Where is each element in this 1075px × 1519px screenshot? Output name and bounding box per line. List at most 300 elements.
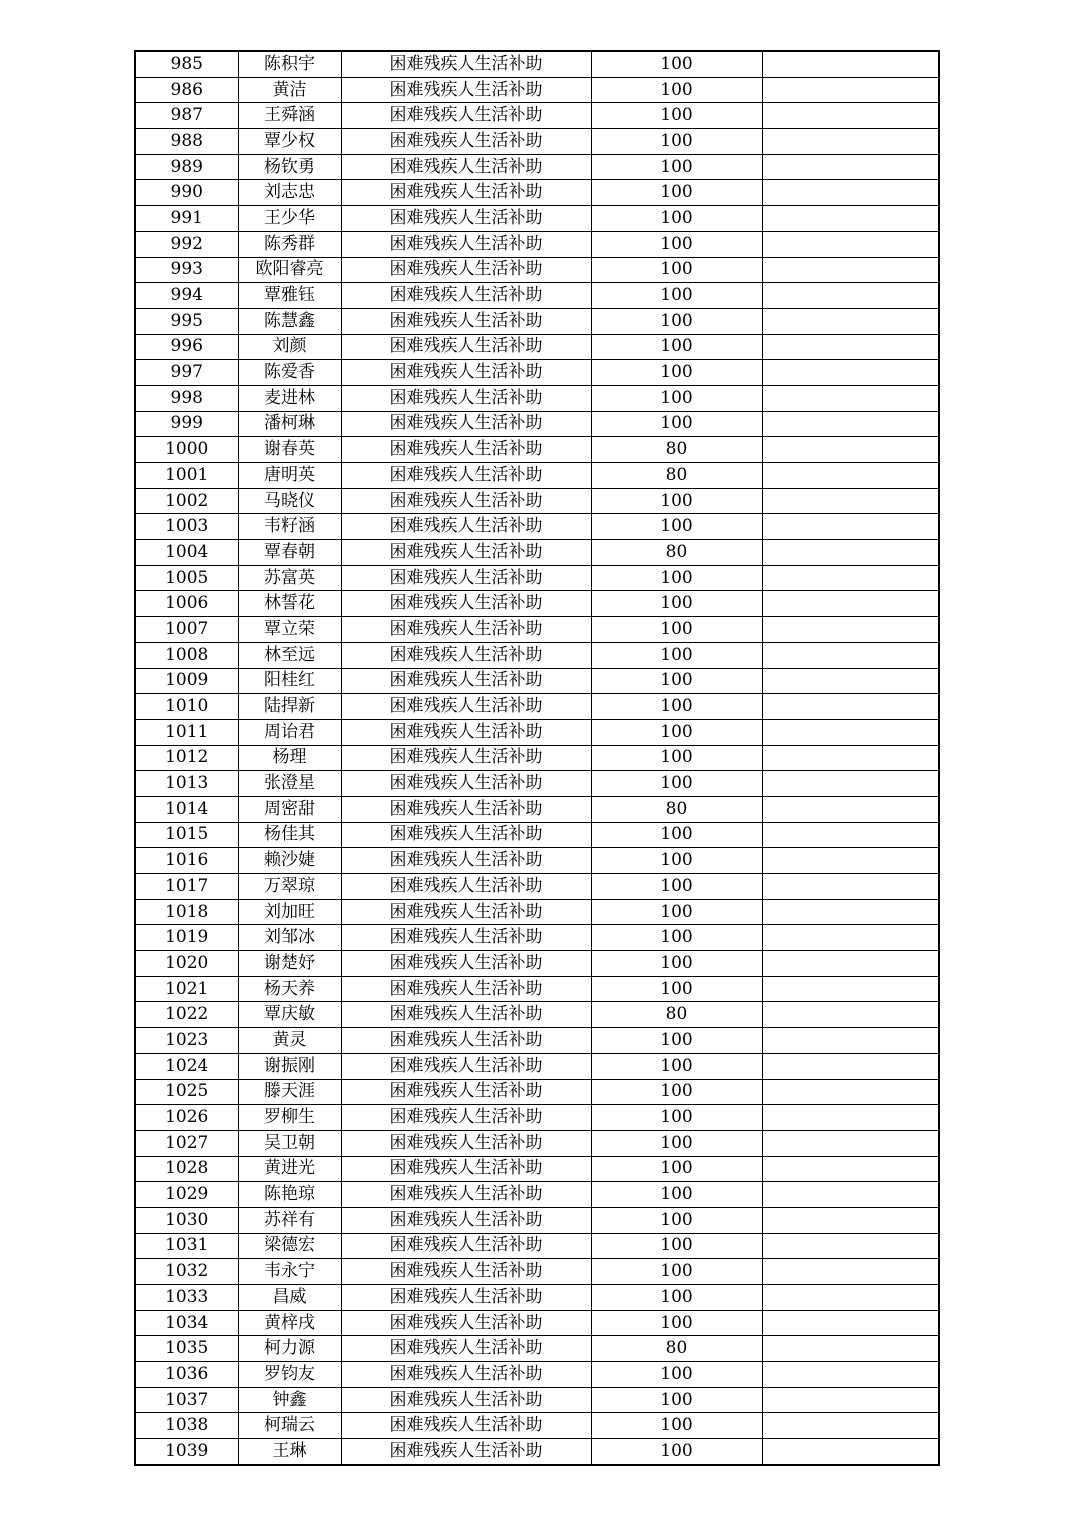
name-cell: 赖沙婕: [238, 848, 341, 874]
amount-cell: 100: [591, 103, 762, 129]
amount-cell: 100: [591, 180, 762, 206]
row-number-cell: 1027: [135, 1130, 238, 1156]
amount-cell: 100: [591, 231, 762, 257]
note-cell: [762, 360, 939, 386]
subsidy-type-cell: 困难残疾人生活补助: [341, 565, 591, 591]
table-row: [135, 1079, 939, 1105]
table-row: [135, 154, 939, 180]
table-row: [135, 642, 939, 668]
note-cell: [762, 231, 939, 257]
amount-cell: 100: [591, 154, 762, 180]
table-row: [135, 1310, 939, 1336]
row-number-cell: 998: [135, 385, 238, 411]
subsidy-type-cell: 困难残疾人生活补助: [341, 1156, 591, 1182]
row-number-cell: 1008: [135, 642, 238, 668]
name-cell: 欧阳睿亮: [238, 257, 341, 283]
name-cell: 黄梓戌: [238, 1310, 341, 1336]
name-cell: 覃雅钰: [238, 283, 341, 309]
note-cell: [762, 1285, 939, 1311]
amount-cell: 100: [591, 1362, 762, 1388]
note-cell: [762, 771, 939, 797]
subsidy-type-cell: 困难残疾人生活补助: [341, 1387, 591, 1413]
subsidy-type-cell: 困难残疾人生活补助: [341, 283, 591, 309]
name-cell: 杨钦勇: [238, 154, 341, 180]
amount-cell: 100: [591, 925, 762, 951]
note-cell: [762, 925, 939, 951]
subsidy-type-cell: 困难残疾人生活补助: [341, 694, 591, 720]
note-cell: [762, 103, 939, 129]
note-cell: [762, 1079, 939, 1105]
name-cell: 苏富英: [238, 565, 341, 591]
row-number-cell: 1007: [135, 617, 238, 643]
row-number-cell: 992: [135, 231, 238, 257]
table-row: [135, 1156, 939, 1182]
name-cell: 黄灵: [238, 1028, 341, 1054]
table-row: [135, 180, 939, 206]
amount-cell: 100: [591, 1182, 762, 1208]
amount-cell: 100: [591, 514, 762, 540]
subsidy-table-sheet: [134, 50, 940, 1466]
subsidy-table: [134, 50, 940, 1466]
amount-cell: 100: [591, 771, 762, 797]
name-cell: 滕天涯: [238, 1079, 341, 1105]
note-cell: [762, 51, 939, 77]
name-cell: 周密甜: [238, 796, 341, 822]
name-cell: 唐明英: [238, 463, 341, 489]
row-number-cell: 1039: [135, 1439, 238, 1465]
subsidy-type-cell: 困难残疾人生活补助: [341, 1002, 591, 1028]
note-cell: [762, 1387, 939, 1413]
subsidy-type-cell: 困难残疾人生活补助: [341, 668, 591, 694]
table-row: [135, 1182, 939, 1208]
table-row: [135, 565, 939, 591]
row-number-cell: 1016: [135, 848, 238, 874]
subsidy-type-cell: 困难残疾人生活补助: [341, 257, 591, 283]
name-cell: 黄进光: [238, 1156, 341, 1182]
subsidy-type-cell: 困难残疾人生活补助: [341, 822, 591, 848]
name-cell: 钟鑫: [238, 1387, 341, 1413]
note-cell: [762, 437, 939, 463]
table-row: [135, 668, 939, 694]
subsidy-type-cell: 困难残疾人生活补助: [341, 1207, 591, 1233]
name-cell: 谢春英: [238, 437, 341, 463]
table-row: [135, 437, 939, 463]
table-row: [135, 488, 939, 514]
amount-cell: 100: [591, 308, 762, 334]
table-row: [135, 283, 939, 309]
row-number-cell: 1000: [135, 437, 238, 463]
note-cell: [762, 1156, 939, 1182]
table-row: [135, 129, 939, 155]
note-cell: [762, 488, 939, 514]
note-cell: [762, 308, 939, 334]
amount-cell: 100: [591, 874, 762, 900]
note-cell: [762, 1413, 939, 1439]
amount-cell: 100: [591, 283, 762, 309]
amount-cell: 100: [591, 848, 762, 874]
table-row: [135, 308, 939, 334]
amount-cell: 100: [591, 1130, 762, 1156]
note-cell: [762, 514, 939, 540]
name-cell: 林至远: [238, 642, 341, 668]
amount-cell: 100: [591, 360, 762, 386]
subsidy-type-cell: 困难残疾人生活补助: [341, 77, 591, 103]
subsidy-type-cell: 困难残疾人生活补助: [341, 1259, 591, 1285]
note-cell: [762, 334, 939, 360]
note-cell: [762, 1336, 939, 1362]
table-row: [135, 540, 939, 566]
amount-cell: 100: [591, 1259, 762, 1285]
note-cell: [762, 1439, 939, 1465]
name-cell: 陈秀群: [238, 231, 341, 257]
amount-cell: 100: [591, 1413, 762, 1439]
amount-cell: 100: [591, 257, 762, 283]
table-row: [135, 771, 939, 797]
row-number-cell: 988: [135, 129, 238, 155]
amount-cell: 100: [591, 51, 762, 77]
amount-cell: 80: [591, 463, 762, 489]
subsidy-type-cell: 困难残疾人生活补助: [341, 951, 591, 977]
subsidy-type-cell: 困难残疾人生活补助: [341, 1079, 591, 1105]
subsidy-type-cell: 困难残疾人生活补助: [341, 771, 591, 797]
row-number-cell: 1029: [135, 1182, 238, 1208]
note-cell: [762, 848, 939, 874]
row-number-cell: 1013: [135, 771, 238, 797]
table-row: [135, 848, 939, 874]
table-row: [135, 976, 939, 1002]
amount-cell: 80: [591, 540, 762, 566]
note-cell: [762, 1182, 939, 1208]
note-cell: [762, 1310, 939, 1336]
row-number-cell: 996: [135, 334, 238, 360]
table-row: [135, 514, 939, 540]
table-row: [135, 617, 939, 643]
amount-cell: 100: [591, 642, 762, 668]
row-number-cell: 993: [135, 257, 238, 283]
row-number-cell: 1022: [135, 1002, 238, 1028]
name-cell: 王少华: [238, 206, 341, 232]
row-number-cell: 1026: [135, 1105, 238, 1131]
name-cell: 陈慧鑫: [238, 308, 341, 334]
table-row: [135, 1387, 939, 1413]
name-cell: 马晓仪: [238, 488, 341, 514]
row-number-cell: 989: [135, 154, 238, 180]
table-row: [135, 360, 939, 386]
subsidy-type-cell: 困难残疾人生活补助: [341, 360, 591, 386]
name-cell: 陆捍新: [238, 694, 341, 720]
table-row: [135, 796, 939, 822]
name-cell: 谢楚妤: [238, 951, 341, 977]
row-number-cell: 999: [135, 411, 238, 437]
name-cell: 陈爱香: [238, 360, 341, 386]
subsidy-type-cell: 困难残疾人生活补助: [341, 1285, 591, 1311]
amount-cell: 100: [591, 694, 762, 720]
amount-cell: 100: [591, 951, 762, 977]
subsidy-type-cell: 困难残疾人生活补助: [341, 642, 591, 668]
subsidy-type-cell: 困难残疾人生活补助: [341, 1233, 591, 1259]
note-cell: [762, 1028, 939, 1054]
subsidy-type-cell: 困难残疾人生活补助: [341, 976, 591, 1002]
amount-cell: 100: [591, 1156, 762, 1182]
subsidy-type-cell: 困难残疾人生活补助: [341, 231, 591, 257]
name-cell: 吴卫朝: [238, 1130, 341, 1156]
note-cell: [762, 591, 939, 617]
amount-cell: 100: [591, 411, 762, 437]
name-cell: 麦进林: [238, 385, 341, 411]
row-number-cell: 1028: [135, 1156, 238, 1182]
subsidy-type-cell: 困难残疾人生活补助: [341, 514, 591, 540]
table-row: [135, 257, 939, 283]
note-cell: [762, 1105, 939, 1131]
subsidy-type-cell: 困难残疾人生活补助: [341, 154, 591, 180]
note-cell: [762, 565, 939, 591]
row-number-cell: 1003: [135, 514, 238, 540]
amount-cell: 100: [591, 1439, 762, 1465]
subsidy-type-cell: 困难残疾人生活补助: [341, 1439, 591, 1465]
subsidy-type-cell: 困难残疾人生活补助: [341, 874, 591, 900]
name-cell: 覃少权: [238, 129, 341, 155]
table-row: [135, 745, 939, 771]
table-row: [135, 1028, 939, 1054]
note-cell: [762, 1053, 939, 1079]
row-number-cell: 986: [135, 77, 238, 103]
subsidy-type-cell: 困难残疾人生活补助: [341, 385, 591, 411]
amount-cell: 80: [591, 796, 762, 822]
name-cell: 阳桂红: [238, 668, 341, 694]
amount-cell: 100: [591, 1387, 762, 1413]
subsidy-type-cell: 困难残疾人生活补助: [341, 540, 591, 566]
name-cell: 张澄星: [238, 771, 341, 797]
note-cell: [762, 719, 939, 745]
table-row: [135, 1002, 939, 1028]
amount-cell: 100: [591, 617, 762, 643]
row-number-cell: 997: [135, 360, 238, 386]
table-row: [135, 463, 939, 489]
amount-cell: 100: [591, 1207, 762, 1233]
table-row: [135, 1285, 939, 1311]
name-cell: 覃庆敏: [238, 1002, 341, 1028]
subsidy-type-cell: 困难残疾人生活补助: [341, 1182, 591, 1208]
table-row: [135, 231, 939, 257]
subsidy-type-cell: 困难残疾人生活补助: [341, 925, 591, 951]
note-cell: [762, 129, 939, 155]
amount-cell: 100: [591, 334, 762, 360]
table-row: [135, 719, 939, 745]
row-number-cell: 1019: [135, 925, 238, 951]
table-row: [135, 206, 939, 232]
name-cell: 万翠琼: [238, 874, 341, 900]
note-cell: [762, 642, 939, 668]
name-cell: 刘加旺: [238, 899, 341, 925]
amount-cell: 100: [591, 719, 762, 745]
row-number-cell: 1018: [135, 899, 238, 925]
name-cell: 刘志忠: [238, 180, 341, 206]
table-row: [135, 951, 939, 977]
subsidy-type-cell: 困难残疾人生活补助: [341, 1362, 591, 1388]
name-cell: 苏祥有: [238, 1207, 341, 1233]
row-number-cell: 1034: [135, 1310, 238, 1336]
subsidy-type-cell: 困难残疾人生活补助: [341, 411, 591, 437]
subsidy-type-cell: 困难残疾人生活补助: [341, 180, 591, 206]
table-row: [135, 334, 939, 360]
table-row: [135, 899, 939, 925]
row-number-cell: 1014: [135, 796, 238, 822]
subsidy-type-cell: 困难残疾人生活补助: [341, 308, 591, 334]
note-cell: [762, 1002, 939, 1028]
table-row: [135, 1105, 939, 1131]
subsidy-type-cell: 困难残疾人生活补助: [341, 719, 591, 745]
note-cell: [762, 463, 939, 489]
row-number-cell: 1020: [135, 951, 238, 977]
name-cell: 杨佳其: [238, 822, 341, 848]
name-cell: 黄洁: [238, 77, 341, 103]
row-number-cell: 991: [135, 206, 238, 232]
name-cell: 韦永宁: [238, 1259, 341, 1285]
row-number-cell: 1030: [135, 1207, 238, 1233]
table-row: [135, 1233, 939, 1259]
note-cell: [762, 206, 939, 232]
table-row: [135, 77, 939, 103]
amount-cell: 100: [591, 822, 762, 848]
subsidy-type-cell: 困难残疾人生活补助: [341, 463, 591, 489]
row-number-cell: 1021: [135, 976, 238, 1002]
note-cell: [762, 899, 939, 925]
table-row: [135, 694, 939, 720]
amount-cell: 100: [591, 1105, 762, 1131]
amount-cell: 100: [591, 77, 762, 103]
subsidy-type-cell: 困难残疾人生活补助: [341, 1336, 591, 1362]
row-number-cell: 1005: [135, 565, 238, 591]
amount-cell: 100: [591, 1028, 762, 1054]
name-cell: 潘柯琳: [238, 411, 341, 437]
note-cell: [762, 668, 939, 694]
subsidy-type-cell: 困难残疾人生活补助: [341, 1310, 591, 1336]
name-cell: 梁德宏: [238, 1233, 341, 1259]
note-cell: [762, 1207, 939, 1233]
amount-cell: 100: [591, 565, 762, 591]
subsidy-type-cell: 困难残疾人生活补助: [341, 591, 591, 617]
note-cell: [762, 283, 939, 309]
note-cell: [762, 257, 939, 283]
subsidy-type-cell: 困难残疾人生活补助: [341, 129, 591, 155]
row-number-cell: 1038: [135, 1413, 238, 1439]
note-cell: [762, 874, 939, 900]
table-row: [135, 1413, 939, 1439]
amount-cell: 100: [591, 1285, 762, 1311]
table-row: [135, 385, 939, 411]
table-row: [135, 1259, 939, 1285]
name-cell: 陈艳琼: [238, 1182, 341, 1208]
name-cell: 杨理: [238, 745, 341, 771]
row-number-cell: 987: [135, 103, 238, 129]
amount-cell: 100: [591, 899, 762, 925]
name-cell: 刘颜: [238, 334, 341, 360]
table-row: [135, 51, 939, 77]
table-row: [135, 925, 939, 951]
note-cell: [762, 796, 939, 822]
amount-cell: 100: [591, 385, 762, 411]
subsidy-type-cell: 困难残疾人生活补助: [341, 334, 591, 360]
amount-cell: 100: [591, 206, 762, 232]
note-cell: [762, 745, 939, 771]
name-cell: 刘邹冰: [238, 925, 341, 951]
row-number-cell: 990: [135, 180, 238, 206]
row-number-cell: 1035: [135, 1336, 238, 1362]
table-row: [135, 1053, 939, 1079]
note-cell: [762, 1233, 939, 1259]
name-cell: 王琳: [238, 1439, 341, 1465]
amount-cell: 80: [591, 1336, 762, 1362]
note-cell: [762, 540, 939, 566]
subsidy-type-cell: 困难残疾人生活补助: [341, 1413, 591, 1439]
amount-cell: 100: [591, 1079, 762, 1105]
row-number-cell: 1031: [135, 1233, 238, 1259]
row-number-cell: 1023: [135, 1028, 238, 1054]
note-cell: [762, 1130, 939, 1156]
subsidy-type-cell: 困难残疾人生活补助: [341, 1053, 591, 1079]
row-number-cell: 985: [135, 51, 238, 77]
row-number-cell: 1009: [135, 668, 238, 694]
table-row: [135, 103, 939, 129]
amount-cell: 80: [591, 437, 762, 463]
note-cell: [762, 154, 939, 180]
amount-cell: 100: [591, 488, 762, 514]
row-number-cell: 1004: [135, 540, 238, 566]
row-number-cell: 1025: [135, 1079, 238, 1105]
note-cell: [762, 694, 939, 720]
subsidy-type-cell: 困难残疾人生活补助: [341, 1028, 591, 1054]
table-row: [135, 1207, 939, 1233]
row-number-cell: 995: [135, 308, 238, 334]
row-number-cell: 1010: [135, 694, 238, 720]
note-cell: [762, 411, 939, 437]
row-number-cell: 1015: [135, 822, 238, 848]
row-number-cell: 1011: [135, 719, 238, 745]
table-row: [135, 1439, 939, 1465]
row-number-cell: 1002: [135, 488, 238, 514]
subsidy-type-cell: 困难残疾人生活补助: [341, 103, 591, 129]
name-cell: 周诒君: [238, 719, 341, 745]
name-cell: 覃春朝: [238, 540, 341, 566]
amount-cell: 100: [591, 591, 762, 617]
amount-cell: 100: [591, 1310, 762, 1336]
subsidy-type-cell: 困难残疾人生活补助: [341, 206, 591, 232]
subsidy-type-cell: 困难残疾人生活补助: [341, 617, 591, 643]
table-row: [135, 411, 939, 437]
note-cell: [762, 1259, 939, 1285]
name-cell: 昌威: [238, 1285, 341, 1311]
row-number-cell: 1017: [135, 874, 238, 900]
subsidy-type-cell: 困难残疾人生活补助: [341, 51, 591, 77]
name-cell: 罗柳生: [238, 1105, 341, 1131]
subsidy-type-cell: 困难残疾人生活补助: [341, 437, 591, 463]
name-cell: 罗钧友: [238, 1362, 341, 1388]
note-cell: [762, 617, 939, 643]
note-cell: [762, 77, 939, 103]
table-row: [135, 591, 939, 617]
name-cell: 柯力源: [238, 1336, 341, 1362]
row-number-cell: 1036: [135, 1362, 238, 1388]
note-cell: [762, 822, 939, 848]
row-number-cell: 994: [135, 283, 238, 309]
name-cell: 王舜涵: [238, 103, 341, 129]
table-row: [135, 822, 939, 848]
note-cell: [762, 951, 939, 977]
name-cell: 杨天养: [238, 976, 341, 1002]
amount-cell: 100: [591, 129, 762, 155]
table-row: [135, 1362, 939, 1388]
subsidy-type-cell: 困难残疾人生活补助: [341, 1105, 591, 1131]
